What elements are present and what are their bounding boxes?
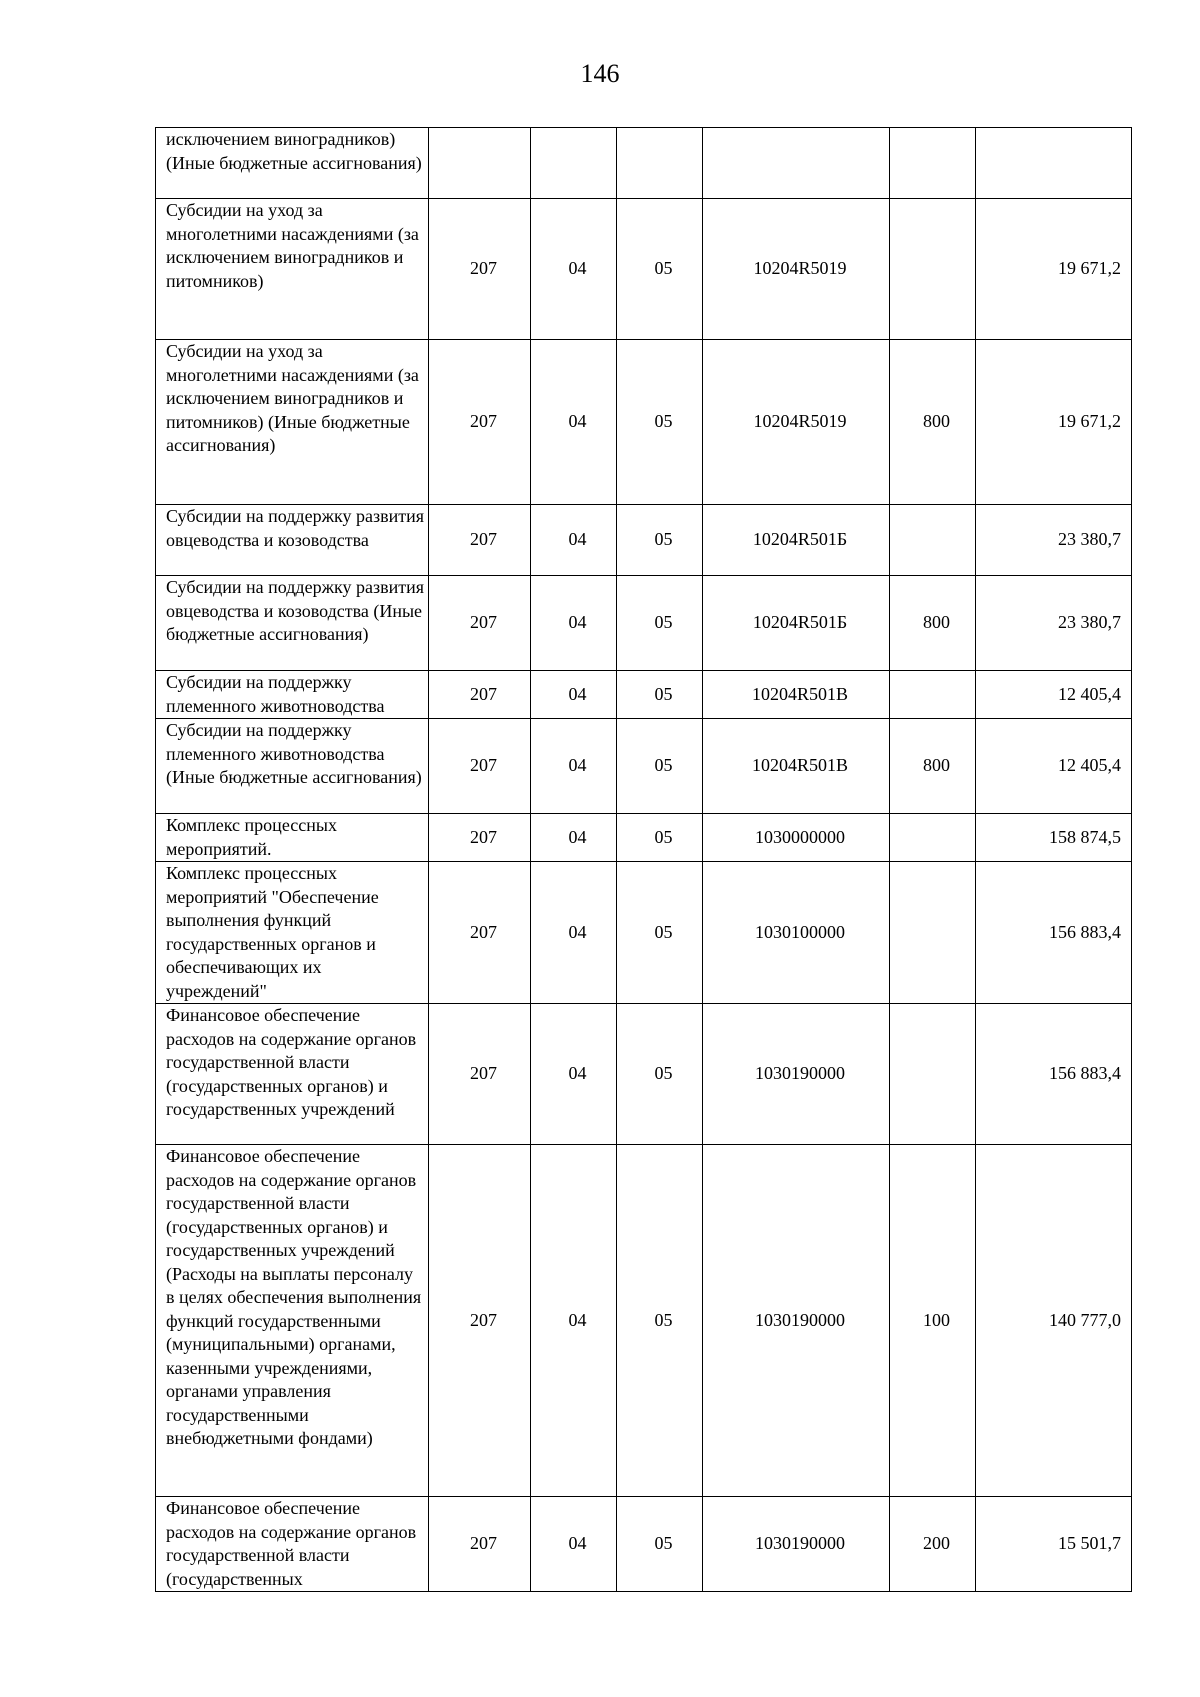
row-vr: 800 (890, 340, 976, 505)
row-pr: 05 (617, 862, 703, 1004)
row-vr (890, 1004, 976, 1145)
row-vr (890, 505, 976, 576)
row-rz (531, 128, 617, 199)
row-cs: 1030190000 (703, 1497, 890, 1592)
row-rz: 04 (531, 1004, 617, 1145)
table-row (156, 128, 1132, 199)
row-sum: 12 405,4 (976, 719, 1132, 814)
row-vr: 800 (890, 719, 976, 814)
row-rz: 04 (531, 340, 617, 505)
row-vr (890, 671, 976, 719)
row-rz: 04 (531, 671, 617, 719)
table-row (156, 199, 1132, 340)
row-name: Субсидии на поддержку племенного животноводства (156, 671, 429, 719)
table-row (156, 719, 1132, 814)
row-vr (890, 128, 976, 199)
row-rz: 04 (531, 505, 617, 576)
row-pr: 05 (617, 1497, 703, 1592)
row-cs: 1030000000 (703, 814, 890, 862)
row-vr: 800 (890, 576, 976, 671)
row-sum: 19 671,2 (976, 340, 1132, 505)
row-sum: 19 671,2 (976, 199, 1132, 340)
row-name: Субсидии на уход за многолетними насаждениями (за исключением виноградников и питомников) (156, 199, 429, 340)
row-name: Финансовое обеспечение расходов на содержание органов государственной власти (государственных органов) и государственных учреждений (156, 1004, 429, 1145)
row-sum: 140 777,0 (976, 1145, 1132, 1497)
row-gr (429, 128, 531, 199)
row-pr: 05 (617, 671, 703, 719)
row-sum: 12 405,4 (976, 671, 1132, 719)
row-rz: 04 (531, 576, 617, 671)
row-sum: 23 380,7 (976, 576, 1132, 671)
row-gr: 207 (429, 505, 531, 576)
row-name: Субсидии на поддержку развития овцеводства и козоводства (Иные бюджетные ассигнования) (156, 576, 429, 671)
row-sum: 156 883,4 (976, 862, 1132, 1004)
row-sum: 156 883,4 (976, 1004, 1132, 1145)
row-gr: 207 (429, 340, 531, 505)
row-sum: 158 874,5 (976, 814, 1132, 862)
row-name: исключением виноградников) (Иные бюджетные ассигнования) (156, 128, 429, 199)
row-pr: 05 (617, 576, 703, 671)
table-row (156, 576, 1132, 671)
row-gr: 207 (429, 719, 531, 814)
row-pr (617, 128, 703, 199)
row-name: Субсидии на поддержку племенного животноводства (Иные бюджетные ассигнования) (156, 719, 429, 814)
row-gr: 207 (429, 814, 531, 862)
row-pr: 05 (617, 340, 703, 505)
table-row (156, 1497, 1132, 1592)
table-row (156, 862, 1132, 1004)
row-rz: 04 (531, 719, 617, 814)
row-rz: 04 (531, 1497, 617, 1592)
row-cs: 10204R501Б (703, 576, 890, 671)
row-gr: 207 (429, 1497, 531, 1592)
row-rz: 04 (531, 814, 617, 862)
row-rz: 04 (531, 199, 617, 340)
row-gr: 207 (429, 1004, 531, 1145)
row-cs: 10204R501В (703, 719, 890, 814)
row-vr: 100 (890, 1145, 976, 1497)
row-cs: 10204R501В (703, 671, 890, 719)
row-gr: 207 (429, 576, 531, 671)
row-pr: 05 (617, 505, 703, 576)
row-vr (890, 814, 976, 862)
page-number: 146 (580, 59, 620, 88)
row-name: Комплекс процессных мероприятий "Обеспечение выполнения функций государственных органов и обеспечивающих их учреждений" (156, 862, 429, 1004)
table-row (156, 505, 1132, 576)
table-row (156, 1004, 1132, 1145)
row-pr: 05 (617, 1004, 703, 1145)
row-cs: 1030190000 (703, 1145, 890, 1497)
row-name: Финансовое обеспечение расходов на содержание органов государственной власти (государственных органов) и государственных учреждений (Расходы на выплаты персоналу в целях обеспечения выполнения функций государственными (муниципальными) органами, казенными учреждениями, органами управления государственными внебюджетными фондами) (156, 1145, 429, 1497)
row-vr: 200 (890, 1497, 976, 1592)
row-gr: 207 (429, 671, 531, 719)
row-sum: 15 501,7 (976, 1497, 1132, 1592)
row-cs: 1030190000 (703, 1004, 890, 1145)
row-pr: 05 (617, 199, 703, 340)
row-vr (890, 199, 976, 340)
row-cs: 10204R501Б (703, 505, 890, 576)
row-vr (890, 862, 976, 1004)
row-cs: 10204R5019 (703, 340, 890, 505)
budget-table (155, 127, 1132, 1592)
row-name: Комплекс процессных мероприятий. (156, 814, 429, 862)
table-row (156, 814, 1132, 862)
row-gr: 207 (429, 1145, 531, 1497)
table-row (156, 1145, 1132, 1497)
row-name: Финансовое обеспечение расходов на содержание органов государственной власти (государственных (156, 1497, 429, 1592)
row-rz: 04 (531, 1145, 617, 1497)
row-sum (976, 128, 1132, 199)
row-name: Субсидии на поддержку развития овцеводства и козоводства (156, 505, 429, 576)
row-cs: 1030100000 (703, 862, 890, 1004)
row-pr: 05 (617, 719, 703, 814)
row-gr: 207 (429, 862, 531, 1004)
row-pr: 05 (617, 1145, 703, 1497)
row-sum: 23 380,7 (976, 505, 1132, 576)
table-row (156, 671, 1132, 719)
row-pr: 05 (617, 814, 703, 862)
table-row (156, 340, 1132, 505)
row-cs (703, 128, 890, 199)
row-rz: 04 (531, 862, 617, 1004)
row-gr: 207 (429, 199, 531, 340)
row-name: Субсидии на уход за многолетними насаждениями (за исключением виноградников и питомников) (Иные бюджетные ассигнования) (156, 340, 429, 505)
row-cs: 10204R5019 (703, 199, 890, 340)
